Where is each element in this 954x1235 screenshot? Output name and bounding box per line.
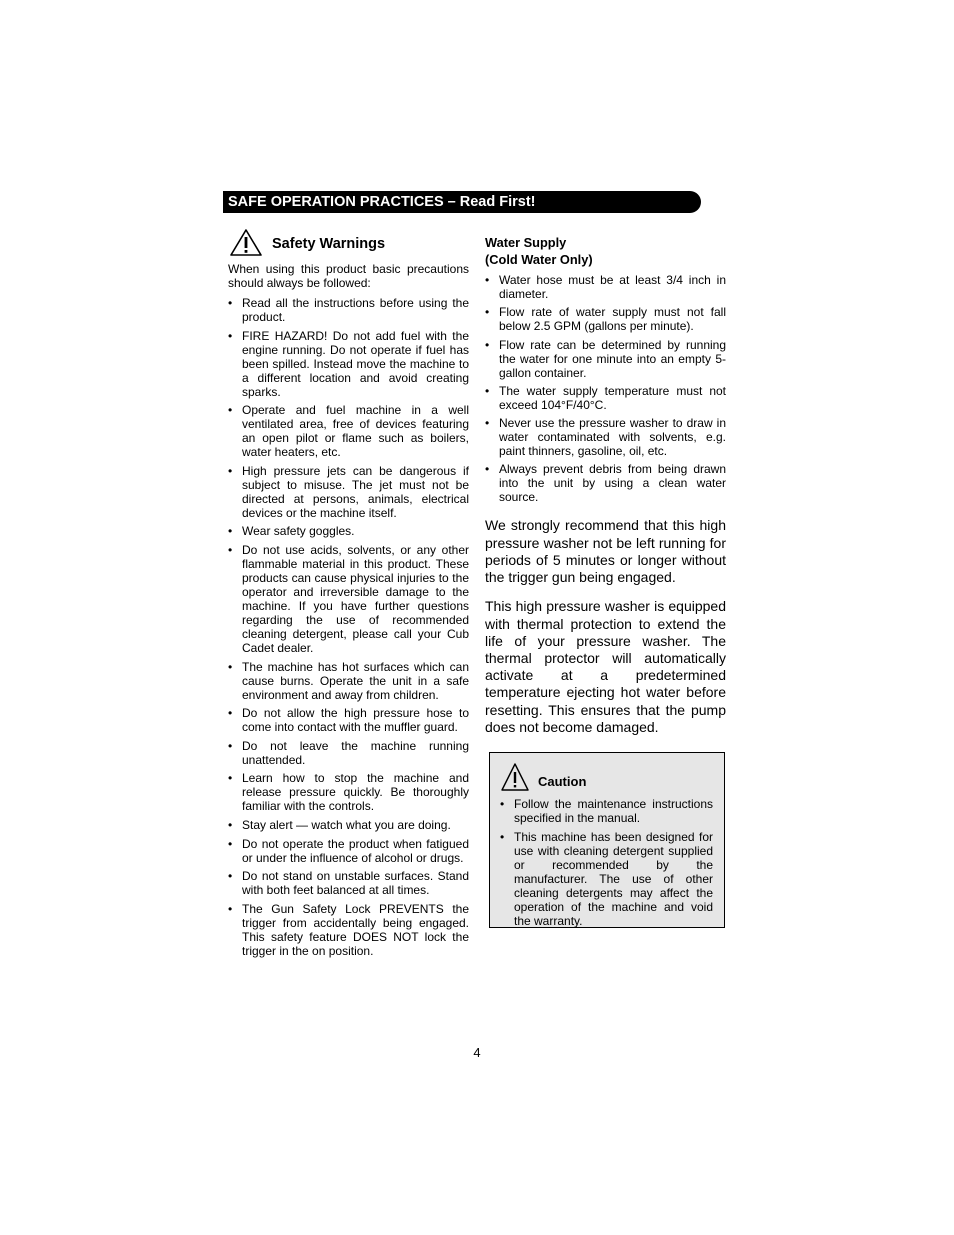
list-item: • Never use the pressure washer to draw in water contaminated with solvents, e.g. paint thinners, gasoline, oil, etc. bbox=[485, 416, 726, 459]
bullet: • bbox=[485, 462, 490, 477]
list-item: • Water hose must be at least 3/4 inch in diameter. bbox=[485, 273, 726, 301]
water-supply-list bbox=[485, 273, 726, 504]
bullet: • bbox=[228, 659, 233, 674]
list-item: • Do not stand on unstable surfaces. Stand with both feet balanced at all times. bbox=[228, 869, 469, 898]
left-column bbox=[228, 228, 469, 962]
list-item: • Wear safety goggles. bbox=[228, 524, 355, 539]
caution-list bbox=[500, 797, 713, 932]
list-item: • High pressure jets can be dangerous if subject to misuse. The jet must not be directed at persons, animals, electrical devices or the machine itself. bbox=[228, 463, 469, 520]
list-item: • The Gun Safety Lock PREVENTS the trigger from accidentally being engaged. This safety feature DOES NOT lock the trigger in the on position. bbox=[228, 901, 469, 958]
list-item: • Do not operate the product when fatigued or under the influence of alcohol or drugs. bbox=[228, 836, 469, 865]
list-item: • Do not leave the machine running unattended. bbox=[228, 738, 469, 767]
list-item: • Flow rate can be determined by running the water for one minute into an empty 5-gallon container. bbox=[485, 337, 726, 380]
list-item: • Operate and fuel machine in a well ventilated area, free of devices featuring an open pilot or flame such as boilers, water heaters, etc. bbox=[228, 403, 469, 460]
bullet: • bbox=[485, 416, 490, 431]
water-supply-heading bbox=[485, 234, 726, 268]
list-item: • Always prevent debris from being drawn into the unit by using a clean water source. bbox=[485, 462, 726, 505]
list-item: • Follow the maintenance instructions specified in the manual. bbox=[500, 797, 713, 825]
list-item: • This machine has been designed for use with cleaning detergent supplied or recommended by the manufacturer. The use of other cleaning detergents may affect the operation of the machine and void the warranty. bbox=[500, 829, 713, 928]
bullet: • bbox=[228, 296, 233, 310]
warning-triangle-icon bbox=[500, 761, 530, 793]
safety-intro: When using this product basic precautions should always be followed: bbox=[228, 262, 469, 290]
bullet: • bbox=[228, 738, 233, 753]
right-column bbox=[485, 234, 726, 736]
safety-warnings-list bbox=[228, 296, 469, 958]
section-header: SAFE OPERATION PRACTICES – Read First! bbox=[223, 191, 701, 213]
bullet: • bbox=[228, 836, 233, 851]
bullet: • bbox=[500, 829, 505, 844]
safety-warnings-title: Safety Warnings bbox=[272, 236, 386, 252]
list-item: • Read all the instructions before using the product. bbox=[228, 296, 469, 324]
caution-title: Caution bbox=[538, 774, 587, 789]
bullet: • bbox=[228, 706, 233, 721]
page-number: 4 bbox=[473, 1045, 481, 1060]
bullet: • bbox=[228, 328, 233, 343]
list-item: • Do not allow the high pressure hose to come into contact with the muffler guard. bbox=[228, 706, 469, 735]
bullet: • bbox=[228, 542, 233, 557]
list-item: • Learn how to stop the machine and release pressure quickly. Be thoroughly familiar with the controls. bbox=[228, 771, 469, 814]
list-item: • Flow rate of water supply must not fall below 2.5 GPM (gallons per minute). bbox=[485, 305, 726, 334]
recommendation-paragraph: We strongly recommend that this high pressure washer not be left running for periods of 5 minutes or longer without the trigger gun being engaged. bbox=[485, 517, 726, 586]
list-item: • The water supply temperature must not exceed 104°F/40°C. bbox=[485, 383, 726, 412]
safety-warnings-heading bbox=[228, 228, 469, 262]
bullet: • bbox=[228, 463, 233, 478]
bullet: • bbox=[228, 901, 233, 916]
list-item: • FIRE HAZARD! Do not add fuel with the engine running. Do not operate if fuel has been spilled. Instead move the machine to a different location and avoid creating sparks. bbox=[228, 328, 469, 399]
warning-triangle-icon bbox=[228, 228, 264, 258]
bullet: • bbox=[228, 524, 233, 539]
bullet: • bbox=[228, 869, 233, 884]
bullet: • bbox=[485, 337, 490, 352]
bullet: • bbox=[485, 383, 490, 398]
bullet: • bbox=[485, 305, 490, 320]
water-supply-subtitle: (Cold Water Only) bbox=[485, 252, 593, 267]
bullet: • bbox=[228, 771, 233, 786]
caution-box bbox=[489, 752, 725, 928]
bullet: • bbox=[228, 403, 233, 418]
list-item: • Stay alert — watch what you are doing. bbox=[228, 817, 451, 832]
bullet: • bbox=[228, 817, 233, 832]
bullet: • bbox=[500, 797, 505, 811]
bullet: • bbox=[485, 273, 490, 287]
list-item: • The machine has hot surfaces which can cause burns. Operate the unit in a safe environment and away from children. bbox=[228, 659, 469, 702]
water-supply-title: Water Supply bbox=[485, 235, 567, 250]
thermal-protection-paragraph: This high pressure washer is equipped with thermal protection to extend the life of your pressure washer. The thermal protector will automatically activate at a predetermined temperature ejecting hot water before resetting. This ensures that the pump does not become damaged. bbox=[485, 598, 726, 735]
list-item: • Do not use acids, solvents, or any other flammable material in this product. These products can cause physical injuries to the operator and irreversible damage to the machine. If you have further questions regarding the use of recommended cleaning detergent, please call your Cub Cadet dealer. bbox=[228, 542, 469, 655]
